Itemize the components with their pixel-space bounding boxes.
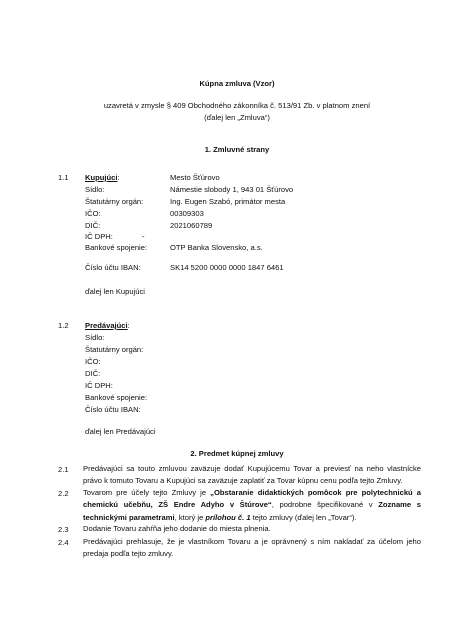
clause-2-2-spec-list: Zozname s technickými parametrami — [83, 500, 421, 522]
buyer-icdph-label: IČ DPH: — [85, 232, 113, 241]
buyer-statutory-value: Ing. Eugen Szabó, primátor mesta — [170, 197, 286, 206]
clause-number-2-4: 2.4 — [58, 538, 69, 547]
seller-seat-label: Sídlo: — [85, 333, 105, 342]
buyer-ico-label: IČO: — [85, 209, 101, 218]
seller-bank-label: Bankové spojenie: — [85, 393, 148, 402]
document-subtitle-line1: uzavretá v zmysle § 409 Obchodného zákonníka č. 513/91 Zb. v platnom znení — [103, 101, 371, 110]
clause-2-4-text: Predávajúci prehlasuje, že je vlastníkom Tovaru a je oprávnený s ním nakladať za účelom jeho predaja podľa tejto zmluvy. — [83, 537, 421, 559]
buyer-statutory-label: Štatutárny orgán: — [85, 197, 144, 206]
buyer-seat-label: Sídlo: — [85, 185, 105, 194]
buyer-bank-value: OTP Banka Slovensko, a.s. — [170, 243, 263, 252]
clause-number-2-2: 2.2 — [58, 489, 69, 498]
section-2-heading: 2. Predmet kúpnej zmluvy — [190, 449, 284, 458]
buyer-name: Mesto Šťúrovo — [170, 173, 220, 182]
buyer-role: Kupujúci — [85, 173, 118, 182]
seller-iban-label: Číslo účtu IBAN: — [85, 405, 141, 414]
clause-2-3-text: Dodanie Tovaru zahŕňa jeho dodanie do miesta plnenia. — [83, 524, 271, 533]
clause-2-1-text: Predávajúci sa touto zmluvou zaväzuje dodať Kupujúcemu Tovar a previesť na neho vlastnícke právo k tomuto Tovaru a Kupujúci sa zaväzuje zaplatiť za Tovar kúpnu cenu podľa tejto Zmluvy. — [83, 464, 421, 486]
buyer-role-label: Kupujúci: — [85, 173, 120, 182]
clause-2-2-text — [83, 487, 421, 524]
section-1-heading: 1. Zmluvné strany — [204, 145, 270, 154]
seller-icdph-label: IČ DPH: — [85, 381, 113, 390]
clause-number-2-1: 2.1 — [58, 465, 69, 474]
clause-number-1-2: 1.2 — [58, 321, 69, 330]
buyer-hereinafter: ďalej len Kupujúci — [85, 287, 145, 296]
clause-number-1-1: 1.1 — [58, 173, 69, 182]
buyer-dic-label: DIČ: — [85, 221, 101, 230]
seller-role: Predávajúci — [85, 321, 128, 330]
clause-2-2-part3: , ktorý je — [174, 512, 206, 522]
buyer-ico-value: 00309303 — [170, 209, 204, 218]
seller-statutory-label: Štatutárny orgán: — [85, 345, 144, 354]
buyer-bank-label: Bankové spojenie: — [85, 243, 148, 252]
buyer-iban-label: Číslo účtu IBAN: — [85, 263, 141, 272]
seller-dic-label: DIČ: — [85, 369, 101, 378]
seller-role-label: Predávajúci: — [85, 321, 130, 330]
clause-2-2-goods-name: „Obstaranie didaktických pomôcok pre polytechnickú a chemickú učebňu, ZŠ Endre Adyho v Štúrove“ — [83, 488, 422, 510]
clause-2-2-part4: tejto zmluvy (ďalej len „Tovar“). — [250, 512, 357, 522]
buyer-seat-value: Námestie slobody 1, 943 01 Šťúrovo — [170, 185, 294, 194]
clause-2-2-part2: , podrobne špecifikované v — [271, 500, 379, 510]
buyer-iban-value: SK14 5200 0000 0000 1847 6461 — [170, 263, 284, 272]
clause-2-2-annex: prílohou č. 1 — [205, 512, 251, 522]
clause-2-2-part1: Tovarom pre účely tejto Zmluvy je — [83, 488, 211, 497]
seller-ico-label: IČO: — [85, 357, 101, 366]
clause-number-2-3: 2.3 — [58, 525, 69, 534]
seller-hereinafter: ďalej len Predávajúci — [85, 427, 156, 436]
document-subtitle-line2: (ďalej len „Zmluva“) — [204, 113, 270, 122]
buyer-icdph-value: - — [142, 232, 145, 241]
document-title: Kúpna zmluva (Vzor) — [199, 79, 275, 88]
buyer-dic-value: 2021060789 — [170, 221, 213, 230]
